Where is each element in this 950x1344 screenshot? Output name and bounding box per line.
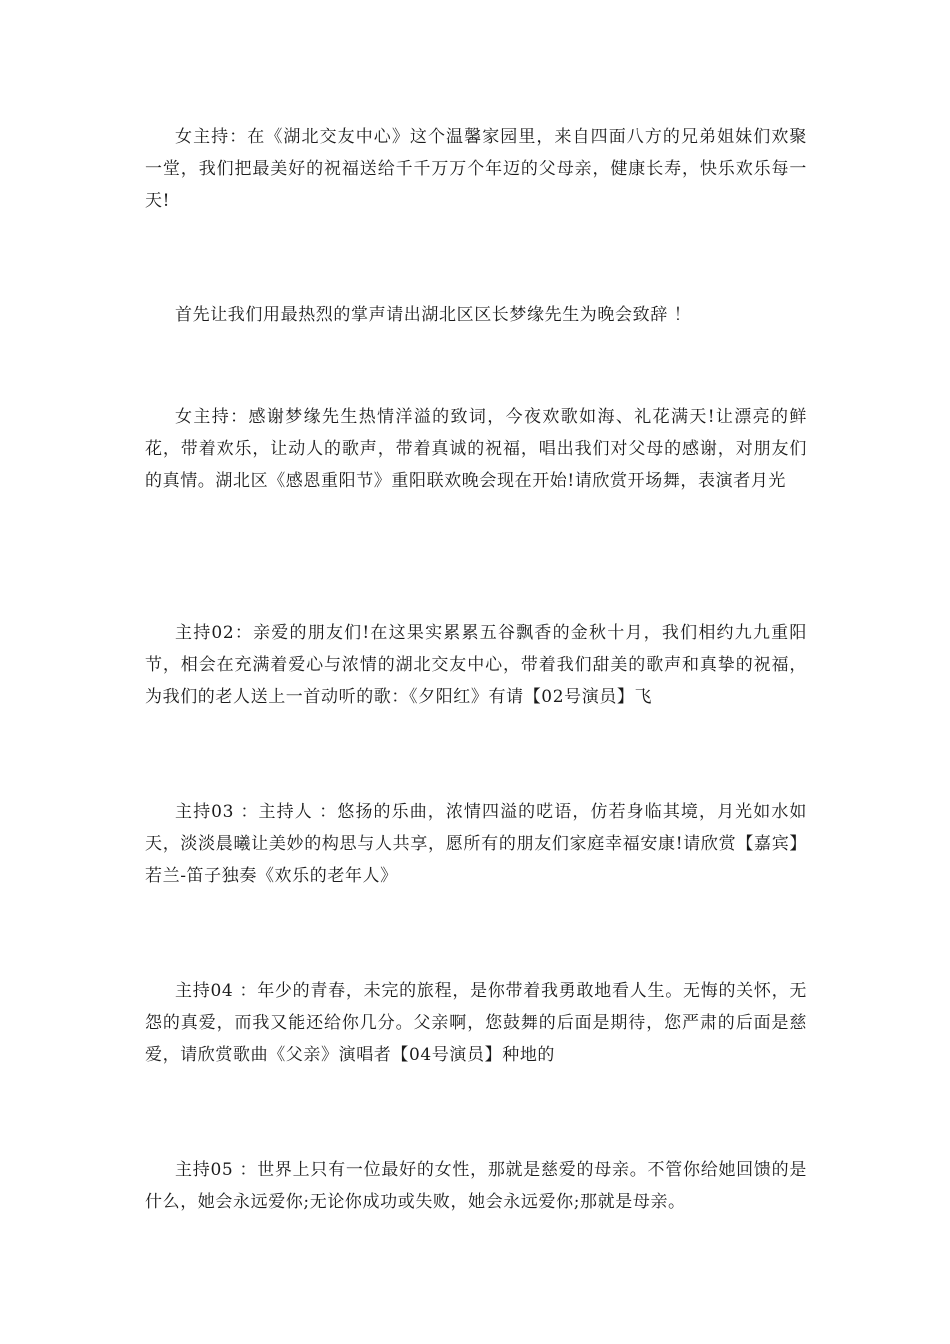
paragraph-gala-start: 女主持：感谢梦缘先生热情洋溢的致词，今夜欢歌如海、礼花满天!让漂亮的鲜花，带着欢乐，让动人的歌声，带着真诚的祝福，唱出我们对父母的感谢，对朋友们的真情。湖北区《感恩重阳节》重阳联欢晚会现在开始!请欣赏开场舞，表演者月光 — [145, 407, 807, 491]
paragraph-host-03: 主持03 ：主持人 ：悠扬的乐曲，浓情四溢的呓语，仿若身临其境，月光如水如天，淡淡晨曦让美妙的构思与人共享，愿所有的朋友们家庭幸福安康!请欣赏【嘉宾】若兰-笛子独奏《欢乐的老年人》 — [145, 802, 807, 886]
paragraph-host-opening: 女主持：在《湖北交友中心》这个温馨家园里，来自四面八方的兄弟姐妹们欢聚一堂，我们把最美好的祝福送给千千万万个年迈的父母亲，健康长寿，快乐欢乐每一天! — [145, 127, 807, 211]
paragraph-host-04: 主持04 ：年少的青春，未完的旅程，是你带着我勇敢地看人生。无悔的关怀，无怨的真爱，而我又能还给你几分。父亲啊，您鼓舞的后面是期待，您严肃的后面是慈爱，请欣赏歌曲《父亲》演唱者【04号演员】种地的 — [145, 981, 807, 1065]
paragraph-host-05: 主持05 ：世界上只有一位最好的女性，那就是慈爱的母亲。不管你给她回馈的是什么，她会永远爱你;无论你成功或失败，她会永远爱你;那就是母亲。 — [145, 1160, 807, 1212]
paragraph-host-02: 主持02：亲爱的朋友们!在这果实累累五谷飘香的金秋十月，我们相约九九重阳节，相会在充满着爱心与浓情的湖北交友中心，带着我们甜美的歌声和真挚的祝福，为我们的老人送上一首动听的歌：《夕阳红》有请【02号演员】飞 — [145, 623, 807, 707]
paragraph-welcome-speech: 首先让我们用最热烈的掌声请出湖北区区长梦缘先生为晚会致辞 ！ — [175, 305, 692, 325]
